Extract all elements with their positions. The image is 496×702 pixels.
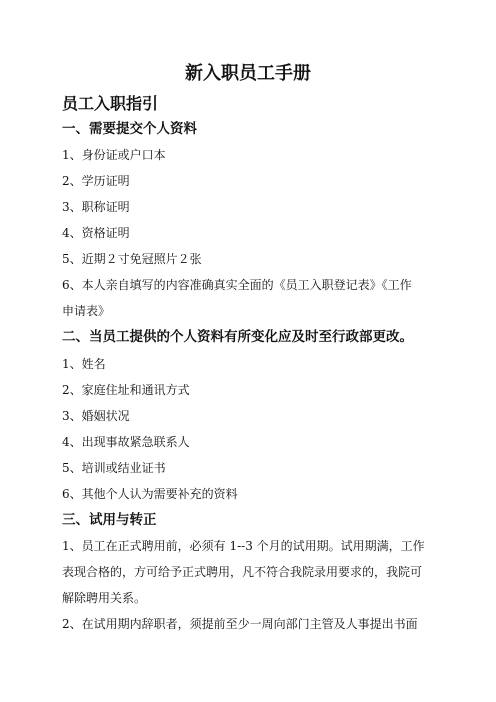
paragraph-line: 解除聘用关系。 <box>62 591 147 605</box>
part3-heading: 三、试用与转正 <box>62 512 157 528</box>
list-item: 2、家庭住址和通讯方式 <box>62 383 190 397</box>
part1-heading: 一、需要提交个人资料 <box>62 121 197 137</box>
list-item: 1、身份证或户口本 <box>62 148 166 162</box>
list-item: 3、婚姻状况 <box>62 409 130 423</box>
paragraph-line: 2、在试用期内辞职者，须提前至少一周向部门主管及人事提出书面 <box>62 617 418 631</box>
paragraph-line: 1、员工在正式聘用前，必须有 1--3 个月的试用期。试用期满，工作 <box>62 539 425 553</box>
list-item: 4、资格证明 <box>62 226 130 240</box>
list-item: 5、近期２寸免冠照片２张 <box>62 252 202 266</box>
list-item: 4、出现事故紧急联系人 <box>62 435 190 449</box>
part2-heading: 二、当员工提供的个人资料有所变化应及时至行政部更改。 <box>62 329 413 345</box>
list-item: 6、其他个人认为需要补充的资料 <box>62 487 238 501</box>
list-item-continuation: 申请表》 <box>62 304 111 318</box>
document-title: 新入职员工手册 <box>185 63 311 84</box>
list-item: 2、学历证明 <box>62 174 130 188</box>
section-title: 员工入职指引 <box>62 94 159 113</box>
list-item: 5、培训或结业证书 <box>62 461 166 475</box>
list-item: 3、职称证明 <box>62 200 130 214</box>
list-item: 1、姓名 <box>62 357 106 371</box>
list-item: 6、本人亲自填写的内容准确真实全面的《员工入职登记表》《工作 <box>62 278 412 292</box>
paragraph-line: 表现合格的，方可给予正式聘用，凡不符合我院录用要求的，我院可 <box>62 565 423 579</box>
